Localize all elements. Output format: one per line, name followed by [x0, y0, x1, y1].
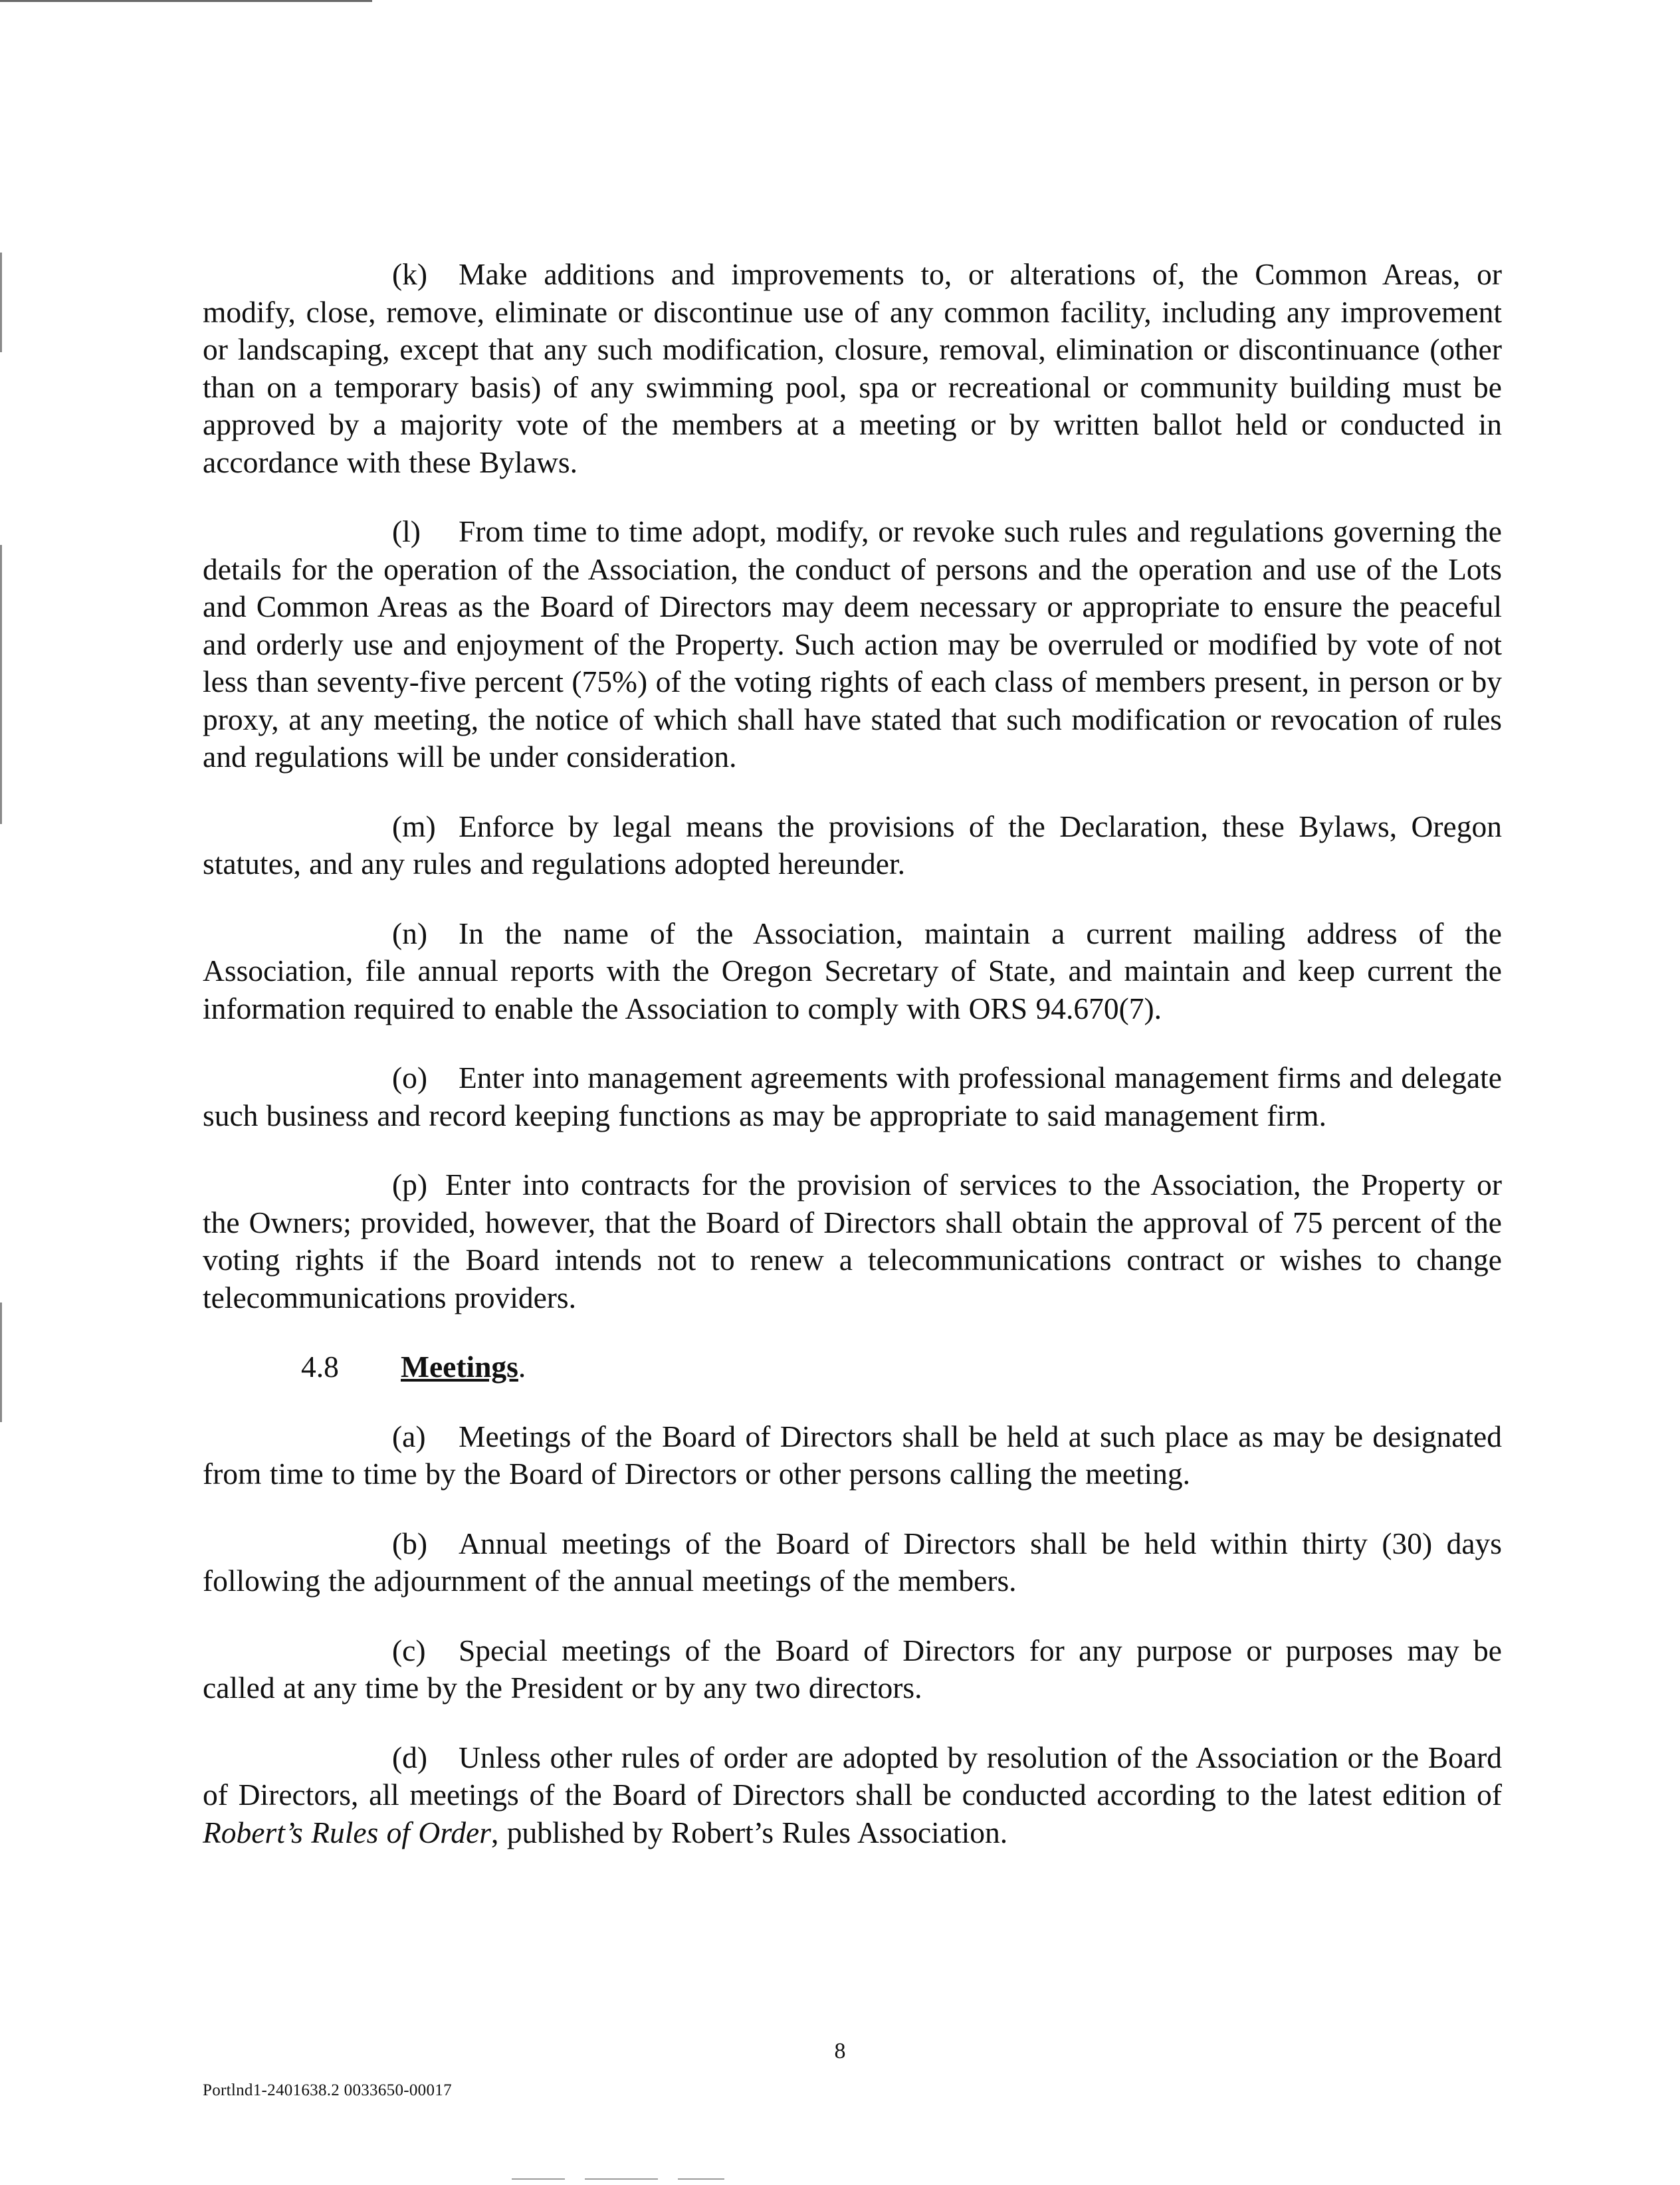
paragraph-text: Meetings of the Board of Directors shall be held at such place as may be designated from time to time by the Board of Directors or other persons calling the meeting.: [203, 1419, 1502, 1491]
page-number: 8: [834, 2039, 846, 2063]
paragraph-text: Enter into management agreements with professional management firms and delegate such business and record keeping functions as may be appropriate to said management firm.: [203, 1061, 1502, 1132]
meeting-paragraph-c: [203, 1632, 1502, 1707]
paragraph-text: Enforce by legal means the provisions of the Declaration, these Bylaws, Oregon statutes, and any rules and regulations adopted hereunder.: [203, 809, 1502, 881]
paragraph-label: (b): [392, 1526, 428, 1560]
section-title: Meetings: [401, 1350, 518, 1384]
paragraph-m: [203, 808, 1502, 883]
paragraph-text-end: , published by Robert’s Rules Association.: [490, 1815, 1008, 1849]
paragraph-label: (a): [392, 1419, 426, 1453]
scan-artifact-left-edge: [0, 1302, 2, 1422]
paragraph-label: (m): [392, 809, 436, 843]
paragraph-p: [203, 1166, 1502, 1316]
paragraph-text: Unless other rules of order are adopted by resolution of the Association or the Board of Directors, all meetings of the Board of Directors shall be conducted according to the latest edition of: [203, 1740, 1502, 1812]
scan-artifact-left-edge: [0, 253, 2, 352]
paragraph-text: In the name of the Association, maintain a current mailing address of the Association, file annual reports with the Oregon Secretary of State, and maintain and keep current the information required to enable the Association to comply with ORS 94.670(7).: [203, 916, 1502, 1025]
paragraph-k: [203, 256, 1502, 481]
scan-artifact-bottom-line: [585, 2178, 658, 2180]
section-number: 4.8: [301, 1350, 339, 1384]
section-heading: [203, 1348, 1502, 1386]
scan-artifact-left-edge: [0, 545, 2, 824]
paragraph-n: [203, 915, 1502, 1028]
paragraph-label: (k): [392, 257, 428, 291]
scan-artifact-top-line: [0, 0, 372, 2]
paragraph-o: [203, 1059, 1502, 1134]
paragraph-text: From time to time adopt, modify, or revoke such rules and regulations governing the details for the operation of the Association, the conduct of persons and the operation and use of the Lots and Common Areas as the Board of Directors may deem necessary or appropriate to ensure the peaceful and orderly use and enjoyment of the Property. Such action may be overruled or modified by vote of not less than seventy-five percent (75%) of the voting rights of each class of members present, in person or by proxy, at any meeting, the notice of which shall have stated that such modification or revocation of rules and regulations will be under consideration.: [203, 514, 1502, 774]
paragraph-label: (n): [392, 916, 428, 950]
meeting-paragraph-b: [203, 1525, 1502, 1600]
paragraph-label: (l): [392, 514, 421, 548]
meeting-paragraph-a: [203, 1418, 1502, 1493]
meeting-paragraph-d: [203, 1739, 1502, 1852]
paragraph-l: [203, 513, 1502, 776]
section-title-suffix: .: [518, 1350, 526, 1384]
paragraph-label: (c): [392, 1633, 426, 1667]
scan-artifact-bottom-line: [678, 2178, 724, 2180]
paragraph-label: (o): [392, 1061, 428, 1094]
paragraph-text: Make additions and improvements to, or alterations of, the Common Areas, or modify, close, remove, eliminate or discontinue use of any common facility, including any improvement or landscaping, except that any such modification, closure, removal, elimination or discontinuance (other than on a temporary basis) of any swimming pool, spa or recreational or community building must be approved by a majority vote of the members at a meeting or by written ballot held or conducted in accordance with these Bylaws.: [203, 257, 1502, 479]
document-page: [203, 256, 1502, 1883]
paragraph-text: Annual meetings of the Board of Directors shall be held within thirty (30) days following the adjournment of the annual meetings of the members.: [203, 1526, 1502, 1598]
citation-title: Robert’s Rules of Order: [203, 1815, 491, 1849]
paragraph-text: Special meetings of the Board of Directors for any purpose or purposes may be called at any time by the President or by any two directors.: [203, 1633, 1502, 1705]
paragraph-label: (p): [392, 1168, 428, 1201]
scan-artifact-bottom-line: [512, 2178, 565, 2180]
document-footer-id: Portlnd1-2401638.2 0033650-00017: [203, 2081, 452, 2099]
paragraph-text: Enter into contracts for the provision of services to the Association, the Property or the Owners; provided, however, that the Board of Directors shall obtain the approval of 75 percent of the voting rights if the Board intends not to renew a telecommunications contract or wishes to change telecommunications providers.: [203, 1168, 1502, 1314]
paragraph-label: (d): [392, 1740, 428, 1774]
